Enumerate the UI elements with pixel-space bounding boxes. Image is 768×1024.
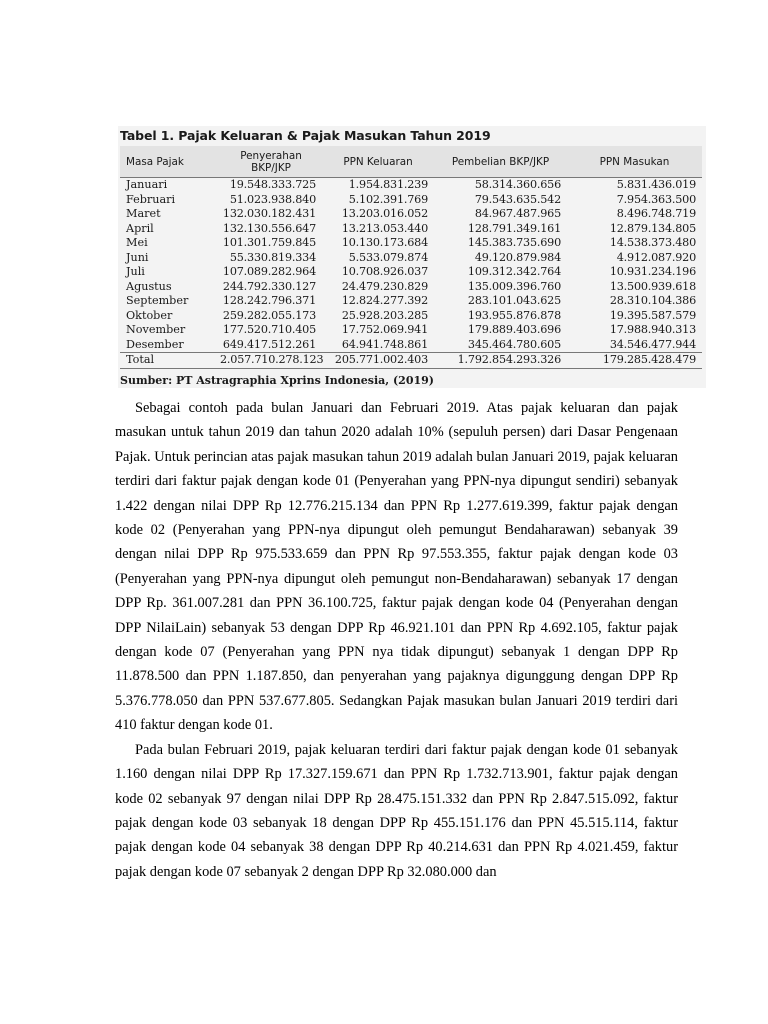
table-header-row	[120, 146, 702, 178]
table-row	[120, 193, 702, 208]
table-row	[120, 207, 702, 222]
table-cell: 17.988.940.313	[609, 323, 696, 336]
table-cell: 51.023.938.840	[229, 192, 316, 206]
table-cell: 25.928.203.285	[341, 308, 428, 322]
table-cell: 135.009.396.760	[467, 279, 561, 293]
table-cell: 17.752.069.941	[341, 323, 428, 336]
table-cell: 13.500.939.618	[609, 279, 696, 293]
table-row	[120, 265, 702, 280]
table-cell: 10.130.173.684	[341, 236, 428, 249]
table-row	[120, 309, 702, 324]
total-cell: 179.285.428.479	[567, 353, 702, 369]
table-row	[120, 251, 702, 266]
table-cell: 4.912.087.920	[616, 250, 696, 264]
table-cell: 5.102.391.769	[348, 192, 428, 206]
total-cell: 205.771.002.403	[322, 353, 434, 369]
column-header: PPN Keluaran	[322, 146, 434, 178]
table-row	[120, 323, 702, 338]
column-header	[220, 146, 322, 178]
total-cell: 1.792.854.293.326	[434, 353, 567, 369]
column-header: Pembelian BKP/JKP	[434, 146, 567, 178]
table-cell: 193.955.876.878	[467, 308, 561, 322]
month-cell: Desember	[126, 337, 184, 351]
table-cell: 12.824.277.392	[341, 294, 428, 307]
month-cell: Agustus	[126, 279, 172, 293]
table-cell: 649.417.512.261	[222, 337, 316, 351]
table-cell: 10.708.926.037	[341, 265, 428, 278]
table-cell: 101.301.759.845	[222, 236, 316, 249]
table-cell: 12.879.134.805	[609, 221, 696, 235]
month-cell: Juni	[126, 250, 149, 264]
month-cell: Oktober	[126, 308, 173, 322]
table-cell: 107.089.282.964	[222, 265, 316, 278]
table-cell: 244.792.330.127	[222, 279, 316, 293]
paragraph: Sebagai contoh pada bulan Januari dan Februari 2019. Atas pajak keluaran dan pajak masukan untuk tahun 2019 dan tahun 2020 adalah 10% (sepuluh persen) dari Dasar Pengenaan Pajak. Untuk perincian atas pajak masukan tahun 2019 adalah bulan Januari 2019, pajak keluaran terdiri dari faktur pajak dengan kode 01 (Penyerahan yang PPN-nya dipungut sendiri) sebanyak 1.422 dengan nilai DPP Rp 12.776.215.134 dan PPN Rp 1.277.619.399, faktur pajak dengan kode 02 (Penyerahan yang PPN-nya dipungut oleh pemungut Bendaharawan) sebanyak 39 dengan nilai DPP Rp 975.533.659 dan PPN Rp 97.553.355, faktur pajak dengan kode 03 (Penyerahan yang PPN-nya dipungut oleh pemungut non-Bendaharawan) sebanyak 17 dengan DPP Rp. 361.007.281 dan PPN 36.100.725, faktur pajak dengan kode 04 (Penyerahan dengan DPP NilaiLain) sebanyak 53 dengan DPP Rp 46.921.101 dan PPN Rp 4.692.105, faktur pajak dengan kode 07 (Penyerahan yang PPN nya tidak dipungut) sebanyak 1 dengan DPP Rp 11.878.500 dan PPN 1.187.850, dan penyerahan yang pajaknya digunggung dengan DPP Rp 5.376.778.050 dan PPN 537.677.805. Sedangkan Pajak masukan bulan Januari 2019 terdiri dari 410 faktur dengan kode 01.	[115, 400, 678, 734]
table-cell: 49.120.879.984	[474, 250, 561, 264]
paragraph: Pada bulan Februari 2019, pajak keluaran terdiri dari faktur pajak dengan kode 01 sebanyak 1.160 dengan nilai DPP Rp 17.327.159.671 dan PPN Rp 1.732.713.901, faktur pajak dengan kode 02 sebanyak 97 dengan nilai DPP Rp 28.475.151.332 dan PPN Rp 2.847.515.092, faktur pajak dengan kode 03 sebanyak 18 dengan DPP Rp 455.151.176 dan PPN 45.515.114, faktur pajak dengan kode 04 sebanyak 38 dengan DPP Rp 40.214.631 dan PPN Rp 4.021.459, faktur pajak dengan kode 07 sebanyak 2 dengan DPP Rp 32.080.000 dan	[115, 741, 678, 880]
month-cell: April	[126, 221, 154, 235]
table-cell: 109.312.342.764	[467, 265, 561, 278]
table-row	[120, 338, 702, 353]
table-cell: 34.546.477.944	[609, 337, 696, 351]
table-cell: 345.464.780.605	[467, 337, 561, 351]
table-cell: 5.533.079.874	[348, 250, 428, 264]
column-header-text: Penyerahan BKP/JKP	[240, 149, 302, 174]
table-cell: 259.282.055.173	[222, 308, 316, 322]
table-cell: 128.242.796.371	[222, 294, 316, 307]
table-cell: 132.130.556.647	[222, 221, 316, 235]
table-cell: 79.543.635.542	[474, 192, 561, 206]
month-cell: Mei	[126, 236, 148, 249]
total-label: Total	[120, 353, 220, 369]
table-cell: 177.520.710.405	[222, 323, 316, 336]
table-cell: 19.548.333.725	[229, 178, 316, 191]
table-cell: 132.030.182.431	[222, 207, 316, 220]
column-header: PPN Masukan	[567, 146, 702, 178]
table-cell: 64.941.748.861	[341, 337, 428, 351]
total-cell: 2.057.710.278.123	[220, 353, 324, 366]
table-cell: 13.203.016.052	[341, 207, 428, 220]
table-cell: 5.831.436.019	[616, 178, 696, 191]
month-cell: November	[126, 323, 186, 336]
table-row	[120, 294, 702, 309]
table-cell: 1.954.831.239	[348, 178, 428, 191]
table-cell: 7.954.363.500	[616, 192, 696, 206]
table-cell: 283.101.043.625	[467, 294, 561, 307]
table-cell: 24.479.230.829	[341, 279, 428, 293]
table-row	[120, 222, 702, 237]
table-cell: 8.496.748.719	[616, 207, 696, 220]
column-header: Masa Pajak	[120, 146, 220, 178]
table-row	[120, 280, 702, 295]
table-cell: 179.889.403.696	[467, 323, 561, 336]
month-cell: Februari	[126, 192, 176, 206]
month-cell: Januari	[126, 178, 168, 191]
table-source-note: Sumber: PT Astragraphia Xprins Indonesia, (2019)	[120, 374, 434, 387]
table-title: Tabel 1. Pajak Keluaran & Pajak Masukan Tahun 2019	[120, 128, 491, 143]
month-cell: September	[126, 294, 189, 307]
table-cell: 145.383.735.690	[467, 236, 561, 249]
month-cell: Maret	[126, 207, 161, 220]
table-cell: 19.395.587.579	[609, 308, 696, 322]
table-cell: 10.931.234.196	[609, 265, 696, 278]
month-cell: Juli	[126, 265, 145, 278]
table-cell: 14.538.373.480	[609, 236, 696, 249]
table-body	[120, 178, 702, 369]
table-cell: 84.967.487.965	[474, 207, 561, 220]
table-cell: 28.310.104.386	[609, 294, 696, 307]
table-cell: 13.213.053.440	[341, 221, 428, 235]
table-row	[120, 236, 702, 251]
table-cell: 58.314.360.656	[474, 178, 561, 191]
table-row	[120, 178, 702, 193]
table-total-row	[120, 353, 702, 369]
table-cell: 55.330.819.334	[229, 250, 316, 264]
table-figure	[118, 126, 706, 388]
body-text	[115, 396, 678, 884]
tax-table	[120, 146, 702, 369]
table-cell: 128.791.349.161	[467, 221, 561, 235]
